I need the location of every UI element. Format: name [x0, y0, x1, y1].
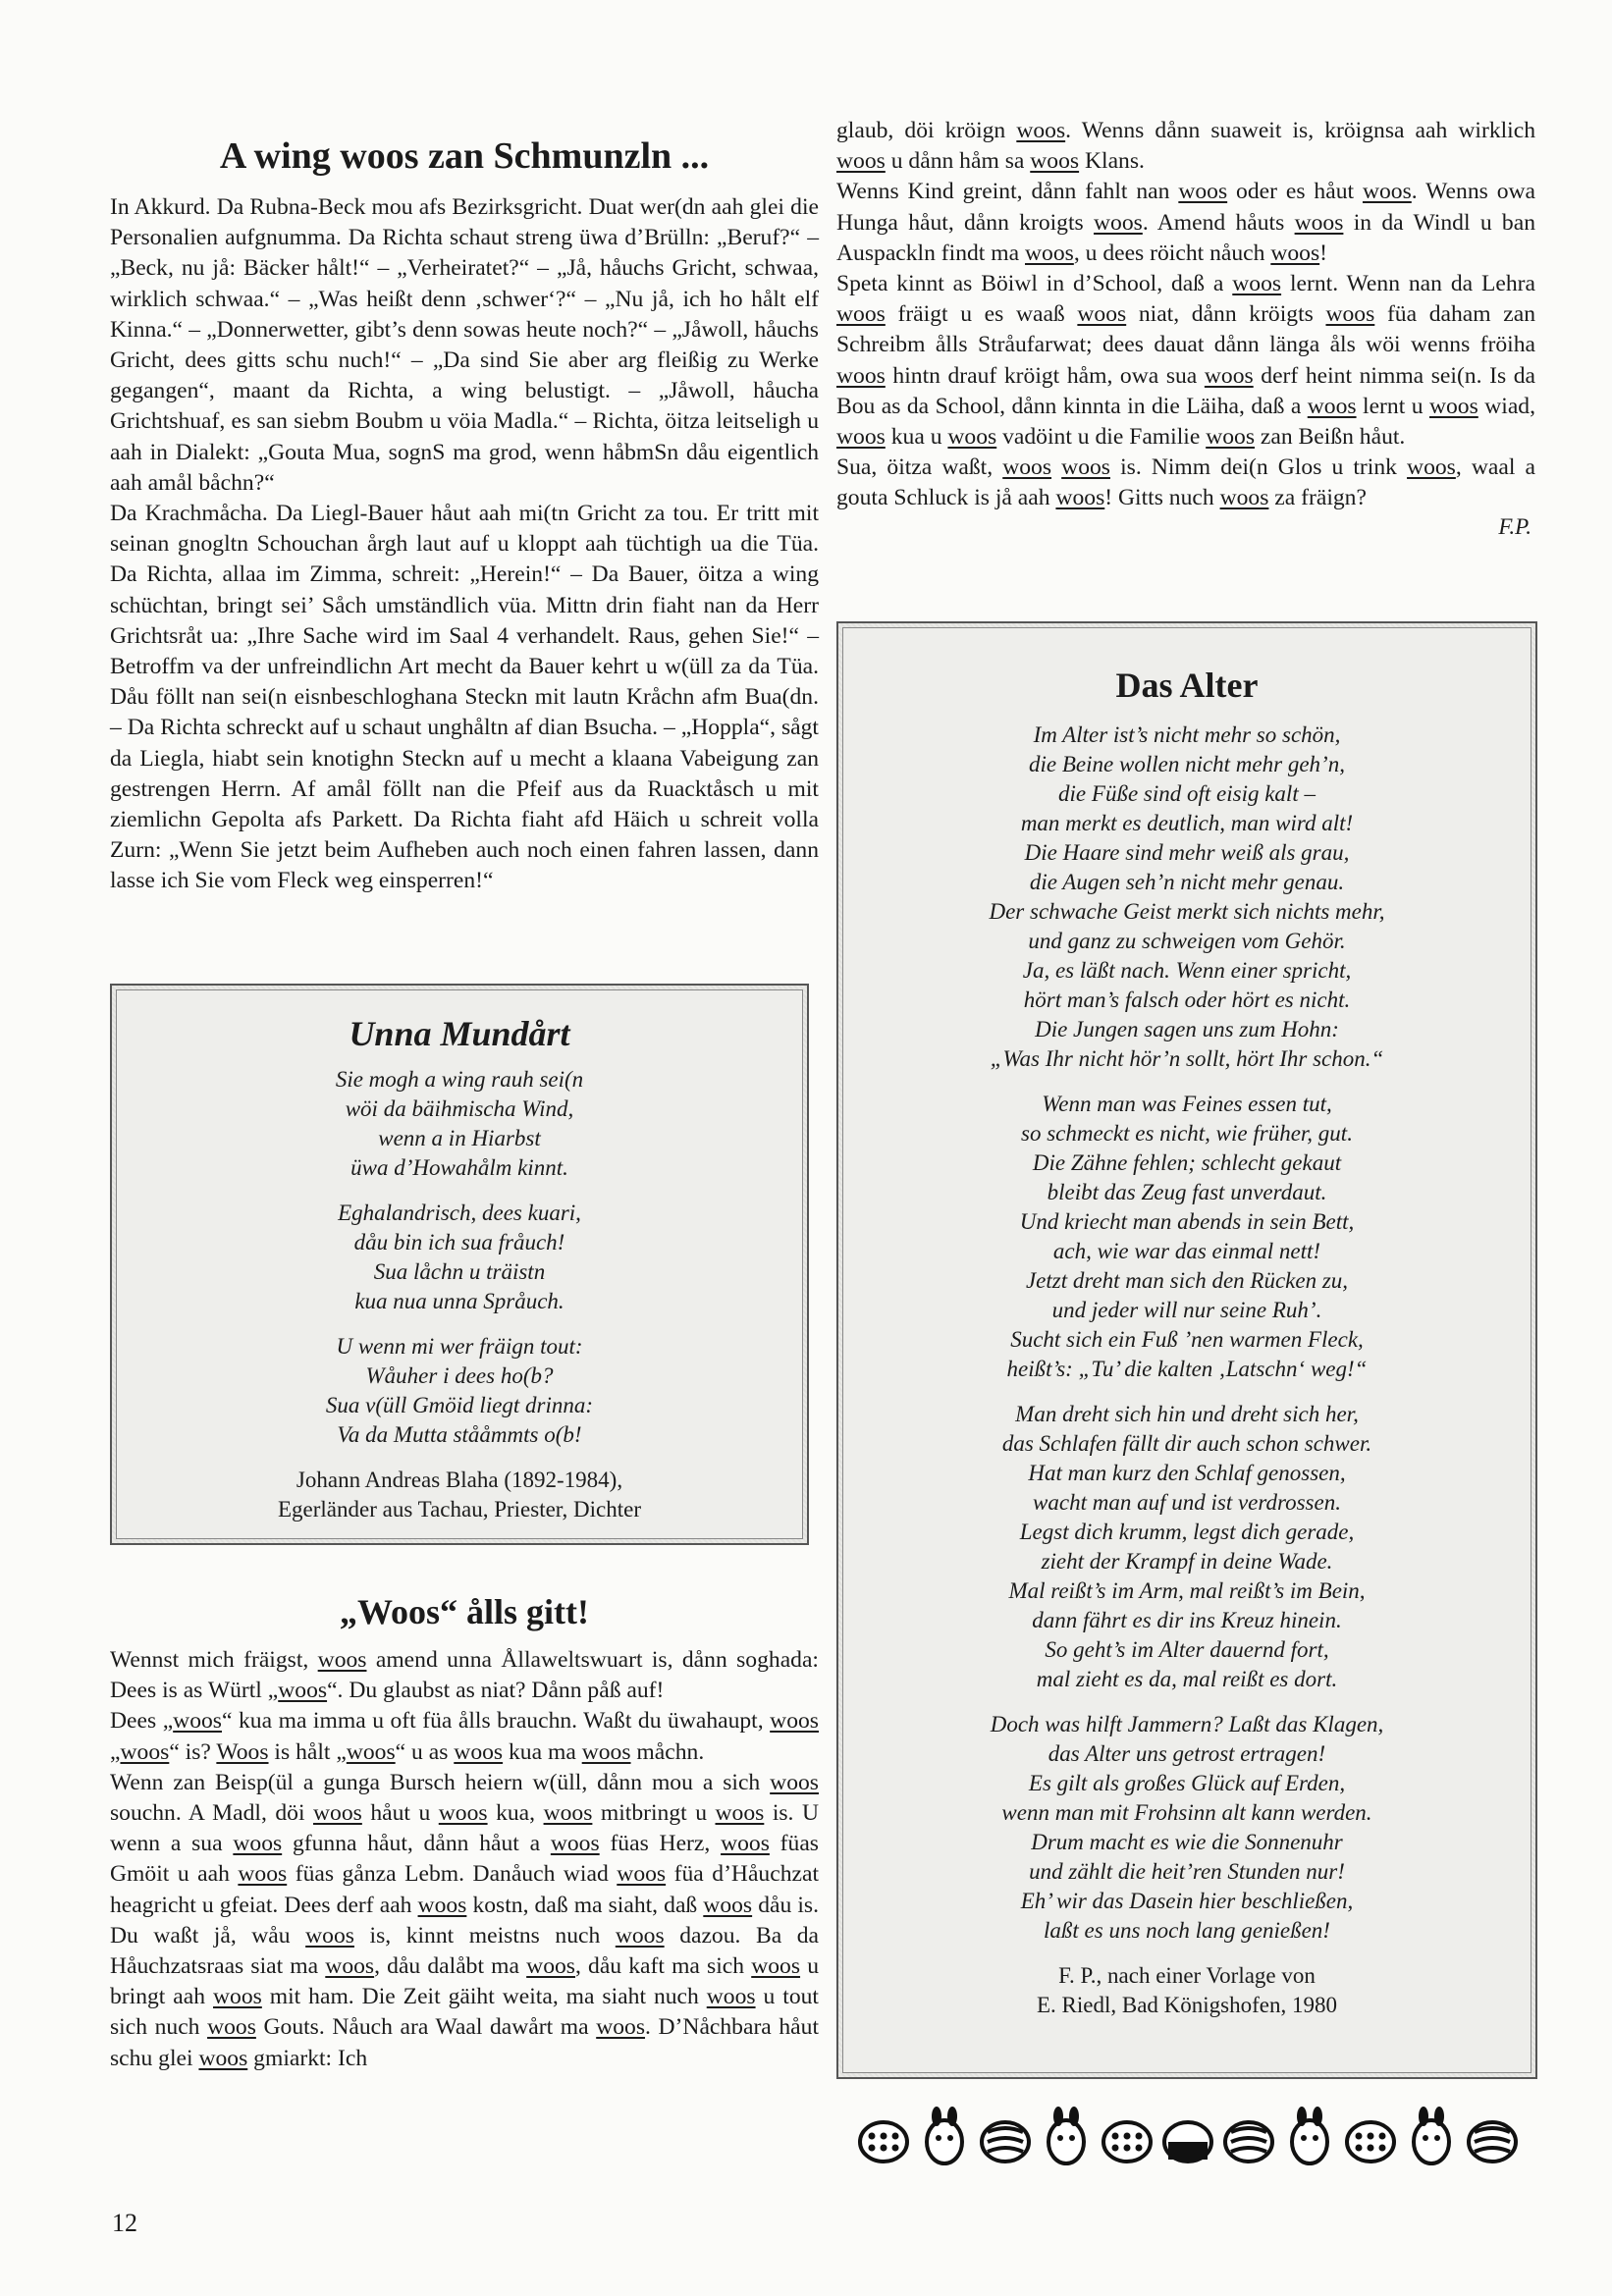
underlined-word: woos	[836, 301, 886, 328]
striped-egg-icon	[1469, 2122, 1516, 2162]
underlined-word: woos	[346, 1738, 396, 1765]
basket-egg-icon	[1164, 2122, 1211, 2162]
credit-line: F. P., nach einer Vorlage von	[1058, 1963, 1316, 1988]
poem-line: Im Alter ist’s nicht mehr so schön,	[1033, 722, 1341, 747]
poem-line: dann fährt es dir ins Kreuz hinein.	[1032, 1608, 1342, 1632]
poem-line: So geht’s im Alter dauernd fort,	[1045, 1637, 1329, 1662]
striped-egg-icon	[1225, 2122, 1272, 2162]
poem-title: Unna Mundårt	[349, 1014, 570, 1053]
underlined-word: woos	[1206, 424, 1256, 451]
underlined-word: woos	[1325, 301, 1375, 328]
poem-line: laßt es uns noch lang genießen!	[1044, 1918, 1330, 1943]
poem-line: Die Zähne fehlen; schlecht gekaut	[1032, 1150, 1342, 1175]
underlined-word: woos	[715, 1800, 765, 1827]
underlined-word: woos	[836, 424, 886, 451]
poem-line: Die Jungen sagen uns zum Hohn:	[1035, 1017, 1339, 1041]
poem-line: Mal reißt’s im Arm, mal reißt’s im Bein,	[1008, 1578, 1366, 1603]
underlined-word: woos	[1002, 454, 1052, 481]
underlined-word: woos	[1077, 301, 1127, 328]
poem-line: heißt’s: „Tu’ die kalten ‚Latschn‘ weg!“	[1006, 1357, 1368, 1381]
article-paragraph: Wennst mich fräigst, woos amend unna Ållaweltswuart is, dånn soghada: Dees is as Würtl „woos“. Du glaubst as niat? Dånn påß auf!	[110, 1647, 819, 1704]
bunny-icon	[927, 2107, 962, 2163]
underlined-word: woos	[438, 1800, 488, 1827]
poem-line: wacht man auf und ist verdrossen.	[1033, 1490, 1341, 1515]
poem-stanza	[117, 1199, 802, 1316]
poem-stanza	[843, 1710, 1531, 1946]
bunny-icon	[1414, 2107, 1449, 2163]
underlined-word: woos	[417, 1892, 467, 1918]
poem-credit	[117, 1466, 802, 1524]
underlined-word: woos	[1030, 148, 1080, 175]
underlined-word: woos	[1061, 454, 1110, 481]
left-column	[110, 116, 819, 897]
underlined-word: woos	[317, 1647, 367, 1673]
poem-line: dåu bin ich sua fråuch!	[353, 1230, 565, 1255]
underlined-word: woos	[706, 1984, 756, 2010]
underlined-word: woos	[325, 1953, 375, 1980]
poem-line: kua nua unna Språuch.	[354, 1289, 564, 1313]
poem-line: ach, wie war das einmal nett!	[1052, 1239, 1321, 1263]
article-body-left	[110, 1645, 819, 2074]
underlined-word: woos	[1232, 271, 1282, 297]
poem-line: wenn a in Hiarbst	[378, 1126, 541, 1150]
poem-line: die Augen seh’n nicht mehr genau.	[1029, 870, 1345, 894]
underlined-word: woos	[836, 148, 886, 175]
patterned-egg-icon	[1347, 2122, 1394, 2162]
poem-line: Va da Mutta stååmmts o(b!	[337, 1422, 582, 1447]
underlined-word: woos	[1055, 485, 1105, 511]
easter-decoration	[854, 2107, 1541, 2175]
poem-line: die Füße sind oft eisig kalt –	[1058, 781, 1316, 806]
poem-line: U wenn mi wer fräign tout:	[336, 1334, 583, 1359]
article-body-right	[836, 116, 1535, 514]
poem-stanza	[843, 721, 1531, 1074]
underlined-word: woos	[238, 1861, 288, 1888]
underlined-word: woos	[454, 1738, 504, 1765]
poem-line: Eh’ wir das Dasein hier beschließen,	[1020, 1889, 1354, 1913]
underlined-word: woos	[213, 1984, 262, 2010]
underlined-word: Woos	[216, 1738, 269, 1765]
chick-icon	[1048, 2107, 1084, 2163]
poem-line: üwa d’Howahålm kinnt.	[350, 1155, 568, 1180]
underlined-word: woos	[596, 2014, 646, 2041]
poem-line: Ja, es läßt nach. Wenn einer spricht,	[1022, 958, 1352, 983]
underlined-word: woos	[1178, 179, 1228, 205]
article-paragraph: Da Krachmåcha. Da Liegl-Bauer håut aah mi(tn Gricht za tou. Er tritt mit seinan gnogltn Schouchan årgh laut auf u kloppt aah tüchtigh ua die Tüa. Da Richta, allaa im Zimma, schreit: „Herein!“ – Da Bauer, öitza a wing schüchtan, bringt sei’ Såch umständlich vüa. Mittn drin fiaht nan da Herr Grichtsråt ua: „Ihre Sache wird im Saal 4 verhandelt. Raus, gehen Sie!“ – Betroffm va der unfreindlichn Art mecht da Bauer kehrt u w(üll za da Tüa. Dåu föllt nan sei(n eisnbeschloghana Steckn mit lautn Kråchn afm Bua(dn. – Da Richta schreckt auf u schaut unghåltn af dian Bsucha. – „Hoppla“, sågt da Liegla, hiabt sein knotighn Steckn auf u mecht a klaana Vabeigung zan gestrengen Herrn. Af amål föllt nan die Pfeif aus da Ruacktåsch u mit ziemlichn Gepolta afs Parkett. Da Richta fiaht afd Häich u schreit volla Zurn: „Wenn Sie jetzt beim Aufheben auch noch einen fahren lassen, dann lasse ich Sie vom Fleck weg einsperren!“	[110, 501, 819, 894]
underlined-word: woos	[1307, 393, 1357, 419]
article-signature: F.P.	[1498, 513, 1531, 539]
striped-egg-icon	[982, 2122, 1029, 2162]
right-column	[836, 116, 1535, 540]
underlined-word: woos	[278, 1678, 328, 1704]
poem-line: und jeder will nur seine Ruh’.	[1051, 1298, 1322, 1322]
underlined-word: woos	[947, 424, 997, 451]
underlined-word: woos	[1094, 209, 1143, 236]
poem-line: Eghalandrisch, dees kuari,	[338, 1201, 581, 1225]
poem-box-unna-mundart	[110, 984, 809, 1545]
poem-line: das Alter uns getrost ertragen!	[1048, 1741, 1326, 1766]
underlined-word: woos	[233, 1831, 283, 1857]
underlined-word: woos	[313, 1800, 362, 1827]
credit-line: Johann Andreas Blaha (1892-1984),	[296, 1468, 623, 1492]
underlined-word: woos	[1016, 118, 1066, 143]
poem-title: Das Alter	[1115, 666, 1259, 705]
poem-line: Und kriecht man abends in sein Bett,	[1019, 1209, 1355, 1234]
poem-line: Sucht sich ein Fuß ’nen warmen Fleck,	[1010, 1327, 1364, 1352]
underlined-word: woos	[305, 1922, 354, 1949]
article-paragraph: In Akkurd. Da Rubna-Beck mou afs Bezirksgricht. Duat wer(dn aah glei die Personalien aufgnumma. Da Richta schaut streng üwa d’Brülln: „Beruf?“ – „Beck, nu jå: Bäcker hålt!“ – „Verheiratet?“ – „Jå, håuchs Gricht, schwaa, wirklich schwaa.“ – „Was heißt denn ‚schwer‘?“ – „Nu jå, ich ho hålt elf Kinna.“ – „Donnerwetter, gibt’s denn sowas heute noch?“ – „Jåwoll, håuchs Gricht, dees gitts schu nuch!“ – „Da sind Sie aber arg fleißig zu Werke gegangen“, maant da Richta, a wing belustigt. – „Jåwoll, håucha Grichtshuaf, es san siebm Boubm u vöia Madla.“ – Richta, öitza leitseligh u aah in Dialekt: „Gouta Mua, sognS ma grod, wenn håbmSn dåu eigentlich aah amål båchn?“	[110, 194, 819, 496]
article-paragraph: Wenn zan Beisp(ül a gunga Bursch heiern w(üll, dånn mou a sich woos souchn. A Madl, döi woos håut u woos kua, woos mitbringt u woos is. U wenn a sua woos gfunna håut, dånn håut a woos füas Herz, woos füas Gmöit u aah woos füas gånza Lebm. Danåuch wiad woos füa d’Håuchzat heagricht u gfeiat. Dees derf aah woos kostn, daß ma siaht, daß woos dåu is. Du waßt jå, wåu woos is, kinnt meistns nuch woos dazou. Ba da Håuchzatsraas siat ma woos, dåu dalåbt ma woos, dåu kaft ma sich woos u bringt aah woos mit ham. Die Zeit gäiht weita, ma siaht nuch woos u tout sich nuch woos Gouts. Nåuch ara Waal dawårt ma woos. D’Nåchbara håut schu glei woos gmiarkt: Ich	[110, 1769, 820, 2071]
poem-line: so schmeckt es nicht, wie früher, gut.	[1021, 1121, 1353, 1146]
poem-line: Wenn man was Feines essen tut,	[1042, 1092, 1332, 1116]
underlined-word: woos	[703, 1892, 753, 1918]
poem-line: Es gilt als großes Glück auf Erden,	[1028, 1771, 1346, 1795]
dotted-egg-icon	[860, 2122, 907, 2162]
poem-line: Man dreht sich hin und dreht sich her,	[1015, 1402, 1359, 1426]
patterned-egg-icon	[1103, 2122, 1151, 2162]
poem-stanza	[843, 1400, 1531, 1694]
underlined-word: woos	[721, 1831, 770, 1857]
underlined-word: woos	[1362, 179, 1412, 205]
poem-stanza	[843, 1090, 1531, 1384]
underlined-word: woos	[1270, 240, 1320, 266]
poem-line: Drum macht es wie die Sonnenuhr	[1031, 1830, 1343, 1854]
underlined-word: woos	[1294, 209, 1344, 236]
article-paragraph: Dees „woos“ kua ma imma u oft füa ålls brauchn. Waßt du üwahaupt, woos „woos“ is? Woos is hålt „woos“ u as woos kua ma woos måchn.	[110, 1708, 819, 1765]
underlined-word: woos	[836, 362, 886, 389]
poem-line: Sua v(üll Gmöid liegt drinna:	[325, 1393, 594, 1417]
poem-line: man merkt es deutlich, man wird alt!	[1020, 811, 1354, 835]
poem-line: Wåuher i dees ho(b?	[365, 1363, 554, 1388]
poem-line: zieht der Krampf in deine Wade.	[1041, 1549, 1333, 1574]
underlined-word: woos	[198, 2045, 248, 2071]
poem-line: Jetzt dreht man sich den Rücken zu,	[1025, 1268, 1349, 1293]
poem-line: Legst dich krumm, legst dich gerade,	[1019, 1520, 1355, 1544]
underlined-word: woos	[1407, 454, 1456, 481]
article-paragraph: glaub, döi kröign woos. Wenns dånn suaweit is, kröignsa aah wirklich woos u dånn håm sa woos Klans.	[836, 118, 1535, 175]
poem-line: bleibt das Zeug fast unverdaut.	[1047, 1180, 1327, 1204]
underlined-word: woos	[770, 1769, 819, 1795]
article-paragraph: Speta kinnt as Böiwl in d’School, daß a woos lernt. Wenn nan da Lehra woos fräigt u es waaß woos niat, dånn kröigts woos füa daham zan Schreibm ålls Stråufarwat; dees dauat dånn länga åls wöi wenns fröiha woos hintn drauf kröigt håm, owa sua woos derf heint nimma sei(n. Is da Bou as da School, dånn kinnta in die Läiha, daß a woos lernt u woos wiad, woos kua u woos vadöint u die Familie woos zan Beißn håut.	[836, 271, 1535, 451]
poem-line: Doch was hilft Jammern? Laßt das Klagen,	[990, 1712, 1384, 1736]
poem-line: Die Haare sind mehr weiß als grau,	[1024, 840, 1350, 865]
page-number: 12	[112, 2209, 137, 2237]
underlined-word: woos	[526, 1953, 575, 1980]
article-paragraph: Wenns Kind greint, dånn fahlt nan woos oder es håut woos. Wenns owa Hunga håut, dånn kroigts woos. Amend håuts woos in da Windl u ban Auspackln findt ma woos, u dees röicht nåuch woos!	[836, 179, 1536, 266]
poem-line: hört man’s falsch oder hört es nicht.	[1023, 988, 1351, 1012]
article-woos	[110, 1590, 819, 2074]
poem-line: Der schwache Geist merkt sich nichts mehr,	[989, 899, 1385, 924]
poem-body	[843, 721, 1531, 1946]
poem-line: und zählt die heit’ren Stunden nur!	[1029, 1859, 1345, 1884]
underlined-word: woos	[581, 1738, 631, 1765]
poem-line: wöi da bäihmischa Wind,	[345, 1096, 574, 1121]
underlined-word: woos	[770, 1708, 819, 1735]
underlined-word: woos	[751, 1953, 801, 1980]
underlined-word: woos	[615, 1922, 665, 1949]
credit-line: E. Riedl, Bad Königshofen, 1980	[1037, 1993, 1337, 2017]
underlined-word: woos	[543, 1800, 593, 1827]
poem-line: Sua låchn u träistn	[373, 1259, 546, 1284]
underlined-word: woos	[550, 1831, 600, 1857]
poem-body	[117, 1065, 802, 1450]
poem-line: das Schlafen fällt dir auch schon schwer.	[1001, 1431, 1372, 1456]
poem-stanza	[117, 1332, 802, 1450]
poem-line: Hat man kurz den Schlaf genossen,	[1028, 1461, 1346, 1485]
underlined-word: woos	[207, 2014, 256, 2041]
poem-line: und ganz zu schweigen vom Gehör.	[1028, 929, 1346, 953]
article-title: „Woos“ ålls gitt!	[339, 1592, 589, 1631]
poem-box-das-alter	[836, 621, 1537, 2079]
underlined-word: woos	[1428, 393, 1478, 419]
poem-line: Sie mogh a wing rauh sei(n	[335, 1067, 584, 1092]
underlined-word: woos	[120, 1738, 170, 1765]
article-paragraph: Sua, öitza waßt, woos woos is. Nimm dei(n Glos u trink woos, waal a gouta Schluck is jå aah woos! Gitts nuch woos za fräign?	[836, 454, 1535, 511]
underlined-word: woos	[173, 1708, 222, 1735]
poem-line: wenn man mit Frohsinn alt kann werden.	[1001, 1800, 1372, 1825]
poem-line: die Beine wollen nicht mehr geh’n,	[1029, 752, 1345, 776]
underlined-word: woos	[1025, 240, 1074, 266]
hatching-chick-icon	[1292, 2107, 1327, 2163]
article-title: A wing woos zan Schmunzln ...	[219, 135, 710, 177]
underlined-word: woos	[1204, 362, 1254, 389]
underlined-word: woos	[617, 1861, 667, 1888]
poem-credit	[843, 1961, 1531, 2020]
poem-stanza	[117, 1065, 802, 1183]
credit-line: Egerländer aus Tachau, Priester, Dichter	[278, 1497, 641, 1522]
poem-line: „Was Ihr nicht hör’n sollt, hört Ihr schon.“	[990, 1046, 1384, 1071]
underlined-word: woos	[1219, 485, 1269, 511]
poem-line: mal zieht es da, mal reißt es dort.	[1036, 1667, 1338, 1691]
